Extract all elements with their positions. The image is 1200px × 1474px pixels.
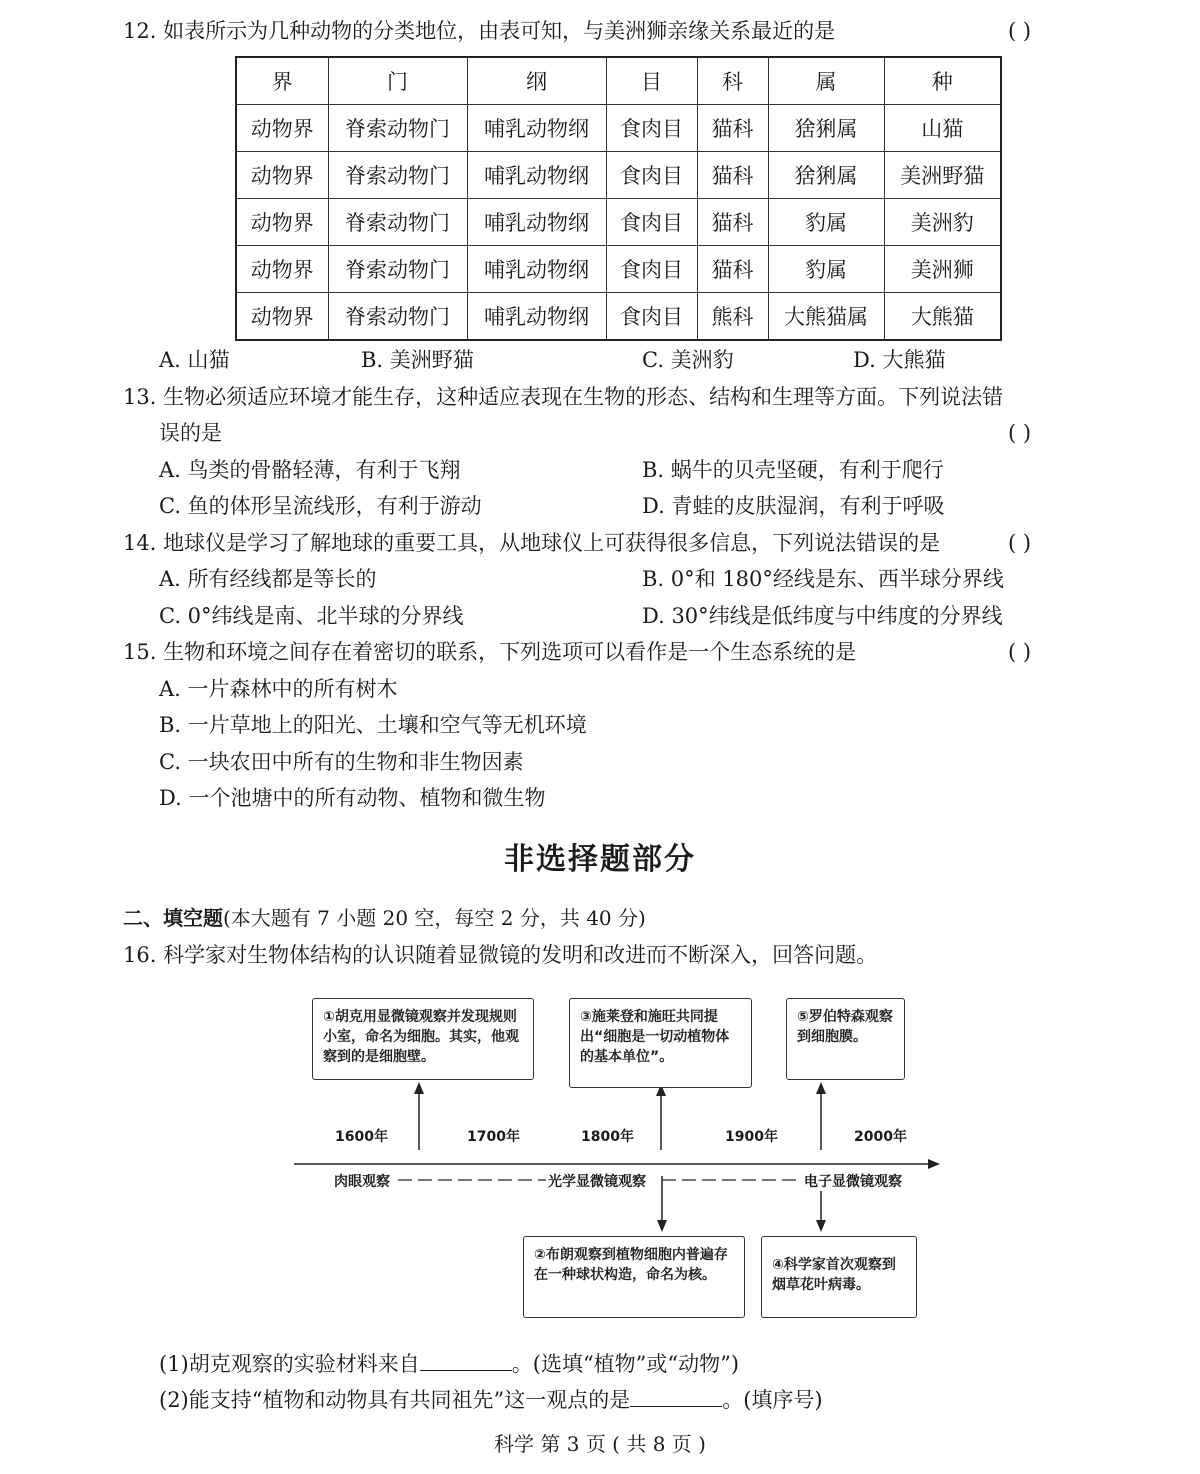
- q12-option-d[interactable]: D. 大熊猫: [853, 348, 946, 372]
- q14-option-c[interactable]: C. 0°纬线是南、北半球的分界线: [159, 604, 464, 628]
- table-cell: 哺乳动物纲: [467, 246, 606, 293]
- part2-label: 二、填空题: [123, 906, 223, 930]
- table-cell: 脊索动物门: [328, 152, 467, 199]
- table-cell: 猞猁属: [768, 152, 884, 199]
- table-cell: 食肉目: [606, 152, 697, 199]
- table-row: [236, 293, 1001, 341]
- table-cell: 动物界: [236, 293, 328, 341]
- table-cell: 动物界: [236, 199, 328, 246]
- table-cell: 食肉目: [606, 246, 697, 293]
- table-cell: 动物界: [236, 105, 328, 152]
- q15-stem: 15. 生物和环境之间存在着密切的联系，下列选项可以看作是一个生态系统的是: [123, 640, 857, 664]
- table-row: [236, 199, 1001, 246]
- table-header-row: [236, 57, 1001, 105]
- table-cell: 猫科: [697, 199, 768, 246]
- q15-option-a[interactable]: A. 一片森林中的所有树木: [159, 677, 398, 701]
- table-header-cell: 科: [697, 57, 768, 105]
- table-cell: 猞猁属: [768, 105, 884, 152]
- table-cell: 哺乳动物纲: [467, 152, 606, 199]
- q13-answer-bracket: ( ): [1008, 421, 1032, 445]
- table-cell: 美洲狮: [884, 246, 1001, 293]
- q13-option-b[interactable]: B. 蜗牛的贝壳坚硬，有利于爬行: [642, 458, 944, 482]
- table-cell: 哺乳动物纲: [467, 199, 606, 246]
- q13-option-d[interactable]: D. 青蛙的皮肤湿润，有利于呼吸: [642, 494, 945, 518]
- table-cell: 猫科: [697, 152, 768, 199]
- table-cell: 哺乳动物纲: [467, 105, 606, 152]
- year-label: 1700年: [467, 1129, 520, 1145]
- classification-table: [235, 56, 1002, 341]
- table-header-cell: 门: [328, 57, 467, 105]
- q16-sub1-blank[interactable]: [420, 1350, 512, 1371]
- stage-electron-microscope: 电子显微镜观察: [802, 1171, 904, 1191]
- table-cell: 动物界: [236, 246, 328, 293]
- table-cell: 猫科: [697, 246, 768, 293]
- table-header-cell: 种: [884, 57, 1001, 105]
- table-row: [236, 246, 1001, 293]
- year-label: 1800年: [581, 1129, 634, 1145]
- q12-option-a[interactable]: A. 山猫: [159, 348, 230, 372]
- q16-sub1: [159, 1350, 739, 1378]
- year-label: 1600年: [335, 1129, 388, 1145]
- q16-sub2: [159, 1386, 823, 1414]
- table-row: [236, 152, 1001, 199]
- q16-stem: 16. 科学家对生物体结构的认识随着显微镜的发明和改进而不断深入，回答问题。: [123, 943, 878, 967]
- table-cell: 大熊猫属: [768, 293, 884, 341]
- table-cell: 食肉目: [606, 293, 697, 341]
- event-box-2: ②布朗观察到植物细胞内普遍存在一种球状构造，命名为核。: [523, 1236, 745, 1318]
- q15-option-b[interactable]: B. 一片草地上的阳光、土壤和空气等无机环境: [159, 713, 587, 737]
- event-box-1: ①胡克用显微镜观察并发现规则小室，命名为细胞。其实，他观察到的是细胞壁。: [312, 998, 534, 1080]
- table-header-cell: 纲: [467, 57, 606, 105]
- table-cell: 脊索动物门: [328, 199, 467, 246]
- section-title: 非选择题部分: [504, 842, 696, 877]
- table-cell: 脊索动物门: [328, 246, 467, 293]
- q16-sub1-hint: 。(选填“植物”或“动物”): [511, 1352, 740, 1376]
- q16-sub1-text: (1)胡克观察的实验材料来自: [159, 1352, 420, 1376]
- q16-sub2-hint: 。(填序号): [722, 1388, 823, 1412]
- event-box-5: ⑤罗伯特森观察到细胞膜。: [786, 998, 905, 1080]
- stage-naked-eye: 肉眼观察: [332, 1171, 392, 1191]
- table-cell: 豹属: [768, 246, 884, 293]
- q16-sub2-text: (2)能支持“植物和动物具有共同祖先”这一观点的是: [159, 1388, 631, 1412]
- table-header-cell: 界: [236, 57, 328, 105]
- table-cell: 食肉目: [606, 105, 697, 152]
- table-cell: 脊索动物门: [328, 293, 467, 341]
- q12-answer-bracket: ( ): [1008, 19, 1032, 43]
- table-cell: 哺乳动物纲: [467, 293, 606, 341]
- q13-stem-line2: 误的是: [159, 421, 222, 445]
- table-cell: 美洲野猫: [884, 152, 1001, 199]
- q12-option-b[interactable]: B. 美洲野猫: [361, 348, 474, 372]
- table-header-cell: 属: [768, 57, 884, 105]
- page-footer: 科学 第 3 页 ( 共 8 页 ): [494, 1432, 706, 1456]
- stage-optical-microscope: 光学显微镜观察: [546, 1171, 648, 1191]
- microscope-timeline-diagram: [290, 980, 945, 1338]
- q14-stem: 14. 地球仪是学习了解地球的重要工具，从地球仪上可获得很多信息，下列说法错误的是: [123, 531, 941, 555]
- q14-answer-bracket: ( ): [1008, 531, 1032, 555]
- table-cell: 大熊猫: [884, 293, 1001, 341]
- q12-option-c[interactable]: C. 美洲豹: [642, 348, 734, 372]
- table-cell: 熊科: [697, 293, 768, 341]
- table-cell: 动物界: [236, 152, 328, 199]
- table-cell: 食肉目: [606, 199, 697, 246]
- table-cell: 脊索动物门: [328, 105, 467, 152]
- q13-option-a[interactable]: A. 鸟类的骨骼轻薄，有利于飞翔: [159, 458, 461, 482]
- q14-option-b[interactable]: B. 0°和 180°经线是东、西半球分界线: [642, 567, 1004, 591]
- q14-option-a[interactable]: A. 所有经线都是等长的: [159, 567, 377, 591]
- q14-option-d[interactable]: D. 30°纬线是低纬度与中纬度的分界线: [642, 604, 1003, 628]
- q15-answer-bracket: ( ): [1008, 640, 1032, 664]
- q13-stem-line1: 13. 生物必须适应环境才能生存，这种适应表现在生物的形态、结构和生理等方面。下列说法错: [123, 385, 1004, 409]
- q15-option-c[interactable]: C. 一块农田中所有的生物和非生物因素: [159, 750, 524, 774]
- q15-option-d[interactable]: D. 一个池塘中的所有动物、植物和微生物: [159, 786, 546, 810]
- table-cell: 豹属: [768, 199, 884, 246]
- event-box-4: ④科学家首次观察到烟草花叶病毒。: [761, 1236, 917, 1318]
- table-row: [236, 105, 1001, 152]
- table-cell: 美洲豹: [884, 199, 1001, 246]
- q13-option-c[interactable]: C. 鱼的体形呈流线形，有利于游动: [159, 494, 482, 518]
- table-header-cell: 目: [606, 57, 697, 105]
- table-cell: 猫科: [697, 105, 768, 152]
- q12-stem: 12. 如表所示为几种动物的分类地位，由表可知，与美洲狮亲缘关系最近的是: [123, 19, 836, 43]
- year-label: 2000年: [854, 1129, 907, 1145]
- part2-heading: [123, 904, 646, 932]
- year-label: 1900年: [725, 1129, 778, 1145]
- q16-sub2-blank[interactable]: [630, 1386, 722, 1407]
- event-box-3: ③施莱登和施旺共同提出“细胞是一切动植物体的基本单位”。: [569, 998, 752, 1088]
- part2-note: (本大题有 7 小题 20 空，每空 2 分，共 40 分): [223, 906, 646, 930]
- table-cell: 山猫: [884, 105, 1001, 152]
